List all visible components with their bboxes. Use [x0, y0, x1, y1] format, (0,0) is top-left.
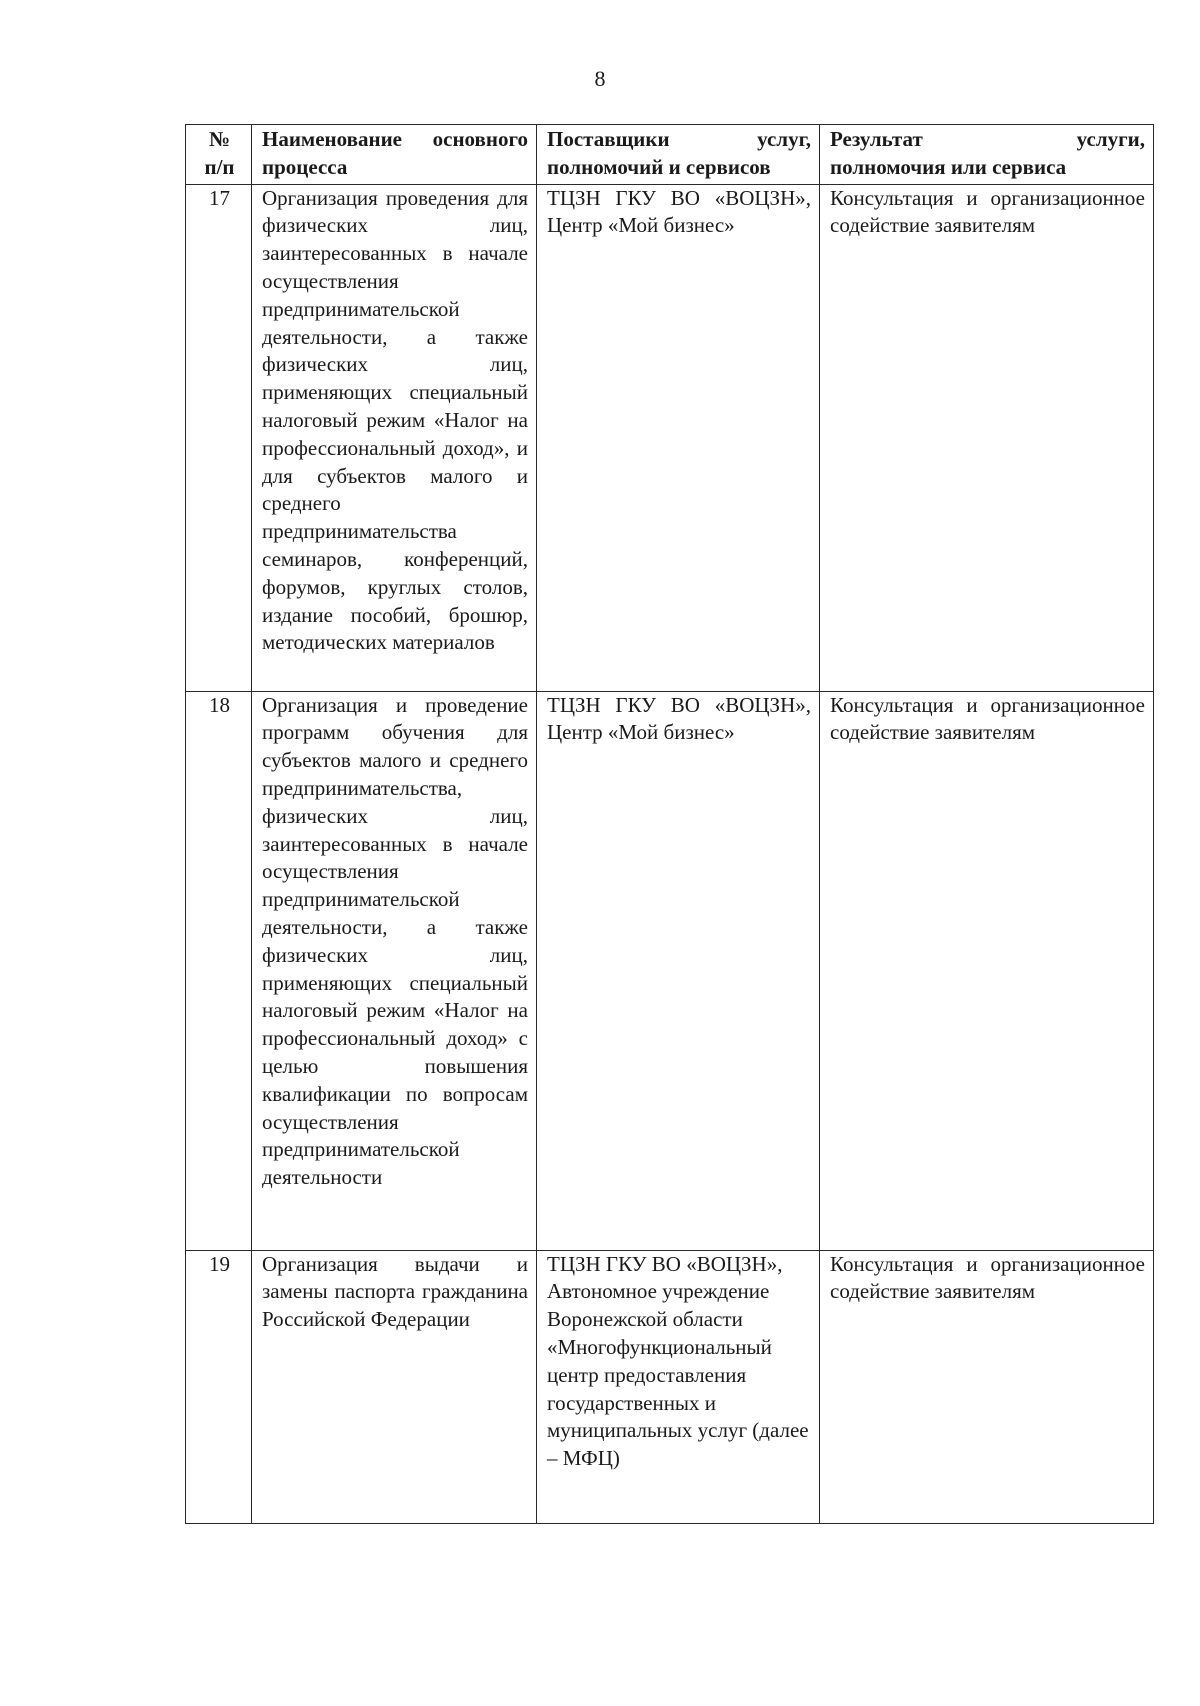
providers-cell: ТЦЗН ГКУ ВО «ВОЦЗН», Автономное учреждение Воронежской области «Многофункциональный центр предоставления государственных и муниципальных услуг (далее – МФЦ)	[537, 1250, 820, 1523]
row-number: 18	[186, 691, 252, 1250]
result-cell: Консультация и организационное содействие заявителям	[820, 184, 1154, 691]
providers-cell: ТЦЗН ГКУ ВО «ВОЦЗН», Центр «Мой бизнес»	[537, 691, 820, 1250]
services-table	[185, 124, 1154, 1524]
result-cell: Консультация и организационное содействие заявителям	[820, 691, 1154, 1250]
page-number: 8	[594, 66, 606, 91]
result-cell: Консультация и организационное содействие заявителям	[820, 1250, 1154, 1523]
table-row	[186, 184, 1154, 691]
header-process-name: Наименование основного процесса	[252, 125, 537, 185]
header-number: № п/п	[186, 125, 252, 185]
table-header-row	[186, 125, 1154, 185]
header-result: Результат услуги, полномочия или сервиса	[820, 125, 1154, 185]
row-number: 19	[186, 1250, 252, 1523]
providers-cell: ТЦЗН ГКУ ВО «ВОЦЗН», Центр «Мой бизнес»	[537, 184, 820, 691]
table-row	[186, 1250, 1154, 1523]
process-name-cell: Организация и проведение программ обучения для субъектов малого и среднего предпринимательства, физических лиц, заинтересованных в начале осуществления предпринимательской деятельности, а также физических лиц, применяющих специальный налоговый режим «Налог на профессиональный доход» с целью повышения квалификации по вопросам осуществления предпринимательской деятельности	[252, 691, 537, 1250]
header-providers: Поставщики услуг, полномочий и сервисов	[537, 125, 820, 185]
table-row	[186, 691, 1154, 1250]
process-name-cell: Организация проведения для физических лиц, заинтересованных в начале осуществления предпринимательской деятельности, а также физических лиц, применяющих специальный налоговый режим «Налог на профессиональный доход», и для субъектов малого и среднего предпринимательства семинаров, конференций, форумов, круглых столов, издание пособий, брошюр, методических материалов	[252, 184, 537, 691]
row-number: 17	[186, 184, 252, 691]
process-name-cell: Организация выдачи и замены паспорта гражданина Российской Федерации	[252, 1250, 537, 1523]
